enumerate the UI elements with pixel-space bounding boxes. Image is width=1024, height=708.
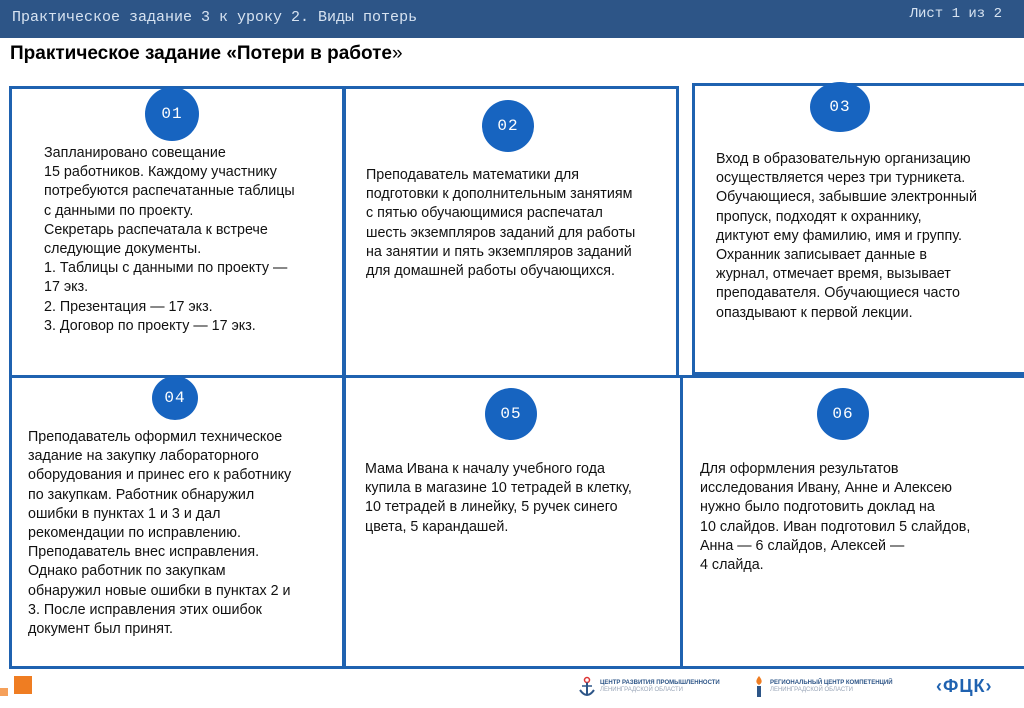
task-01-line: 1. Таблицы с данными по проекту —: [44, 260, 288, 277]
task-06-line: 10 слайдов. Иван подготовил 5 слайдов,: [700, 518, 971, 535]
task-04-line: Преподаватель внес исправления.: [28, 544, 260, 561]
logo2-line2: ЛЕНИНГРАДСКОЙ ОБЛАСТИ: [770, 687, 853, 693]
task-04-line: 3. После исправления этих ошибок: [28, 601, 262, 618]
logo-fck-bracket-right: ›: [985, 676, 993, 696]
task-01-line: 3. Договор по проекту — 17 экз.: [44, 317, 256, 334]
task-03-line: пропуск, подходят к охраннику,: [716, 208, 922, 225]
logo2-line1: РЕГИОНАЛЬНЫЙ ЦЕНТР КОМПЕТЕНЦИЙ: [770, 680, 893, 686]
page-title-tail: »: [392, 43, 403, 64]
task-number-badge-01: 01: [145, 87, 199, 141]
task-05-line: 10 тетрадей в линейку, 5 ручек синего: [365, 499, 618, 516]
page-indicator: Лист 1 из 2: [909, 6, 1002, 22]
task-06-line: исследования Ивану, Анне и Алексею: [700, 480, 953, 497]
task-text-06: [700, 460, 1018, 575]
task-03-line: диктуют ему фамилию, имя и группу.: [716, 227, 962, 244]
task-03-line: Обучающиеся, забывшие электронный: [716, 189, 977, 206]
task-03-line: опаздывают к первой лекции.: [716, 304, 913, 321]
task-01-line: Секретарь распечатала к встрече: [44, 221, 268, 238]
logo-competence-center: [752, 674, 927, 700]
task-02-line: на занятии и пять экземпляров заданий: [366, 243, 632, 260]
task-06-line: 4 слайда.: [700, 557, 764, 574]
task-04-line: по закупкам. Работник обнаружил: [28, 486, 255, 503]
task-05-line: купила в магазине 10 тетрадей в клетку,: [365, 480, 632, 497]
task-03-line: Вход в образовательную организацию: [716, 151, 971, 167]
corner-accent-small: [0, 688, 8, 696]
task-03-line: журнал, отмечает время, вызывает: [716, 266, 951, 283]
task-04-line: Однако работник по закупкам: [28, 563, 226, 580]
task-01-line: Запланировано совещание: [44, 145, 226, 161]
task-number-badge-04: 04: [152, 376, 198, 420]
task-04-line: ошибки в пунктах 1 и 3 и дал: [28, 505, 221, 522]
task-number-badge-02: 02: [482, 100, 534, 152]
task-05-line: цвета, 5 карандашей.: [365, 518, 509, 535]
task-02-line: шесть экземпляров заданий для работы: [366, 224, 636, 241]
task-text-04: [28, 428, 342, 639]
task-01-line: 15 работников. Каждому участнику: [44, 164, 277, 181]
corner-accent-square: [14, 676, 32, 694]
task-text-02: [366, 166, 676, 281]
task-01-line: потребуются распечатанные таблицы: [44, 183, 295, 200]
task-04-line: задание на закупку лабораторного: [28, 448, 259, 465]
logo-fck-bracket-left: ‹: [936, 676, 943, 696]
logo-fck: [936, 676, 993, 697]
task-02-line: Преподаватель математики для: [366, 167, 579, 183]
task-01-line: следующие документы.: [44, 241, 202, 258]
task-text-01: [44, 144, 334, 336]
task-06-line: Анна — 6 слайдов, Алексей —: [700, 537, 905, 554]
task-04-line: оборудования и принес его к работнику: [28, 467, 292, 484]
task-text-03: [716, 150, 1016, 323]
task-06-line: нужно было подготовить доклад на: [700, 499, 935, 516]
page-title-text: Практическое задание «Потери в работе: [10, 43, 393, 64]
page-title: [10, 43, 403, 65]
anchor-icon: [578, 676, 596, 698]
task-text-05: [365, 460, 681, 537]
task-01-line: 2. Презентация — 17 экз.: [44, 298, 213, 315]
task-number-badge-05: 05: [485, 388, 537, 440]
logo1-line1: ЦЕНТР РАЗВИТИЯ ПРОМЫШЛЕННОСТИ: [600, 680, 720, 686]
torch-icon: [752, 675, 766, 699]
header-bar: [0, 0, 1024, 38]
task-05-line: Мама Ивана к началу учебного года: [365, 461, 605, 477]
task-03-line: Охранник записывает данные в: [716, 247, 927, 264]
task-03-line: преподавателя. Обучающиеся часто: [716, 285, 960, 302]
logo1-line2: ЛЕНИНГРАДСКОЙ ОБЛАСТИ: [600, 687, 683, 693]
task-06-line: Для оформления результатов: [700, 461, 899, 477]
task-04-line: рекомендации по исправлению.: [28, 525, 241, 542]
task-02-line: для домашней работы обучающихся.: [366, 263, 615, 280]
task-03-line: осуществляется через три турникета.: [716, 170, 966, 187]
task-number-badge-06: 06: [817, 388, 869, 440]
task-number-badge-03: 03: [810, 82, 870, 132]
task-01-line: 17 экз.: [44, 279, 89, 296]
logo-fck-text: ФЦК: [943, 676, 986, 696]
task-01-line: с данными по проекту.: [44, 202, 194, 219]
logo-industry-center: [578, 674, 738, 700]
task-02-line: подготовки к дополнительным занятиям: [366, 186, 633, 203]
task-04-line: обнаружил новые ошибки в пунктах 2 и: [28, 582, 291, 599]
task-02-line: с пятью обучающимися распечатал: [366, 205, 603, 222]
task-04-line: Преподаватель оформил техническое: [28, 429, 283, 445]
task-04-line: документ был принят.: [28, 621, 173, 638]
header-title: Практическое задание 3 к уроку 2. Виды потерь: [12, 9, 418, 26]
